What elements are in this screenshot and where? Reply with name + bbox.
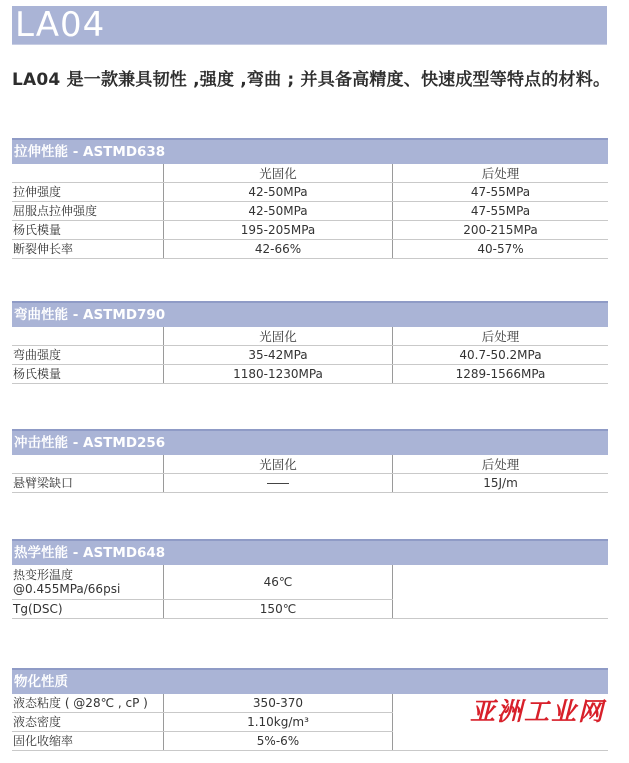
table-row [12, 202, 608, 221]
table-header-row [12, 327, 608, 346]
properties-table [12, 565, 608, 619]
properties-table [12, 327, 608, 384]
table-row [12, 474, 608, 493]
row-label: 液态密度 [12, 713, 164, 732]
cell-value: 42-50MPa [164, 202, 393, 221]
cell-value: 350-370 [164, 694, 393, 713]
section-tensile [12, 138, 608, 259]
page-title: LA04 [15, 5, 106, 45]
column-header: 光固化 [164, 455, 393, 474]
dash-icon [267, 483, 289, 484]
section-title: 物化性质 [12, 668, 608, 694]
table-row [12, 365, 608, 384]
section-title: 拉伸性能 - ASTMD638 [12, 138, 608, 164]
column-header: 后处理 [393, 164, 609, 183]
section-flexural [12, 301, 608, 384]
section-title: 冲击性能 - ASTMD256 [12, 429, 608, 455]
row-label: 弯曲强度 [12, 346, 164, 365]
cell-value: 150℃ [164, 600, 393, 619]
row-label: 固化收缩率 [12, 732, 164, 751]
cell-value: 46℃ [164, 565, 393, 600]
table-row [12, 221, 608, 240]
section-impact [12, 429, 608, 493]
table-row [12, 240, 608, 259]
row-label: 悬臂梁缺口 [12, 474, 164, 493]
row-label: 断裂伸长率 [12, 240, 164, 259]
column-header: 后处理 [393, 327, 609, 346]
row-label: 拉伸强度 [12, 183, 164, 202]
row-label: 热变形温度 @0.455MPa/66psi [12, 565, 164, 600]
cell-value: 1.10kg/m³ [164, 713, 393, 732]
cell-value: 40-57% [393, 240, 609, 259]
properties-table [12, 164, 608, 259]
cell-value: 40.7-50.2MPa [393, 346, 609, 365]
cell-value: 1180-1230MPa [164, 365, 393, 384]
table-header-row [12, 164, 608, 183]
cell-value: 42-50MPa [164, 183, 393, 202]
table-row [12, 732, 608, 751]
cell-value: 195-205MPa [164, 221, 393, 240]
cell-value: 35-42MPa [164, 346, 393, 365]
column-header: 后处理 [393, 455, 609, 474]
row-label: 杨氏模量 [12, 365, 164, 384]
cell-value: 15J/m [393, 474, 609, 493]
watermark-logo: 亚洲工业网 [470, 697, 606, 726]
cell-value: 200-215MPa [393, 221, 609, 240]
empty-value-dash [164, 474, 393, 493]
table-row [12, 183, 608, 202]
cell-value: 5%-6% [164, 732, 393, 751]
section-title: 热学性能 - ASTMD648 [12, 539, 608, 565]
section-title: 弯曲性能 - ASTMD790 [12, 301, 608, 327]
cell-value: 1289-1566MPa [393, 365, 609, 384]
row-label: Tg(DSC) [12, 600, 164, 619]
row-label: 液态粘度 ( @28℃ , cP ) [12, 694, 164, 713]
row-label: 杨氏模量 [12, 221, 164, 240]
cell-value: 42-66% [164, 240, 393, 259]
table-header-row [12, 455, 608, 474]
column-header: 光固化 [164, 327, 393, 346]
row-label: 屈服点拉伸强度 [12, 202, 164, 221]
column-header: 光固化 [164, 164, 393, 183]
cell-value: 47-55MPa [393, 183, 609, 202]
section-thermal [12, 539, 608, 619]
product-description: LA04 是一款兼具韧性 ,强度 ,弯曲 ; 并具备高精度、快速成型等特点的材料。 [12, 70, 611, 90]
title-bar [12, 6, 607, 44]
cell-value: 47-55MPa [393, 202, 609, 221]
table-row [12, 565, 608, 600]
properties-table [12, 455, 608, 493]
table-row [12, 600, 608, 619]
table-row [12, 346, 608, 365]
